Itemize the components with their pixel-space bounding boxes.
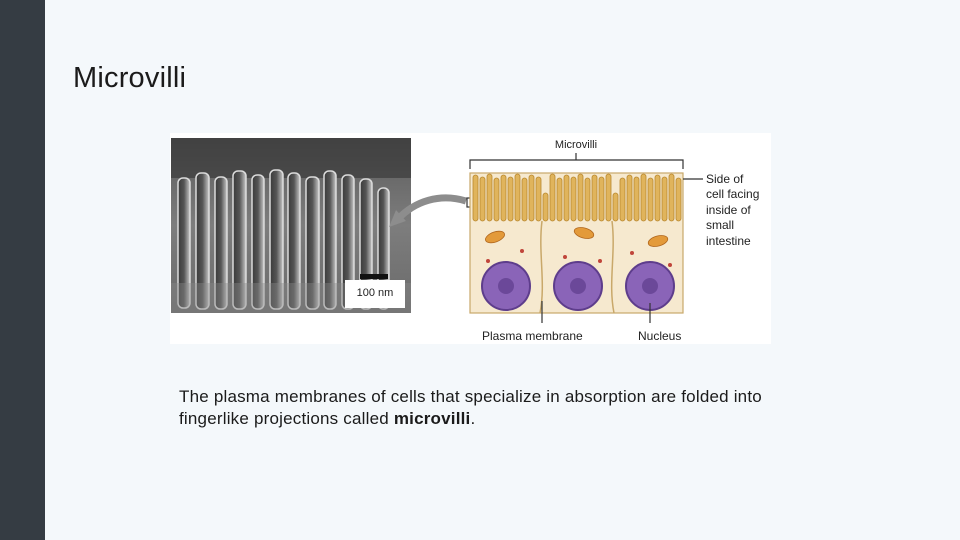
scale-bar-label: 100 nm [356,287,394,299]
label-microvilli: Microvilli [554,139,598,151]
microvilli-figure [170,133,771,344]
label-side-line-2: cell facing [706,187,760,201]
microvilli-bracket [470,153,683,169]
slide-caption [179,386,819,430]
label-plasma-membrane: Plasma membrane [482,329,583,343]
label-nucleus: Nucleus [638,329,682,343]
caption-bold-term: microvilli [393,409,471,428]
label-side-line-4: small [706,218,735,232]
label-side-line-5: intestine [706,234,751,248]
caption-text: The plasma membranes of cells that specialize in absorption are folded into fingerlike projections called [179,387,762,428]
side-accent-bar [0,0,45,540]
label-side-line-3: inside of [706,203,751,217]
electron-micrograph [171,138,411,313]
nucleus-shapes [482,262,674,310]
cell-illustration [470,173,683,313]
slide-title: Microvilli [73,62,187,94]
caption-period: . [470,409,476,428]
label-side-line-1: Side of [706,172,744,186]
